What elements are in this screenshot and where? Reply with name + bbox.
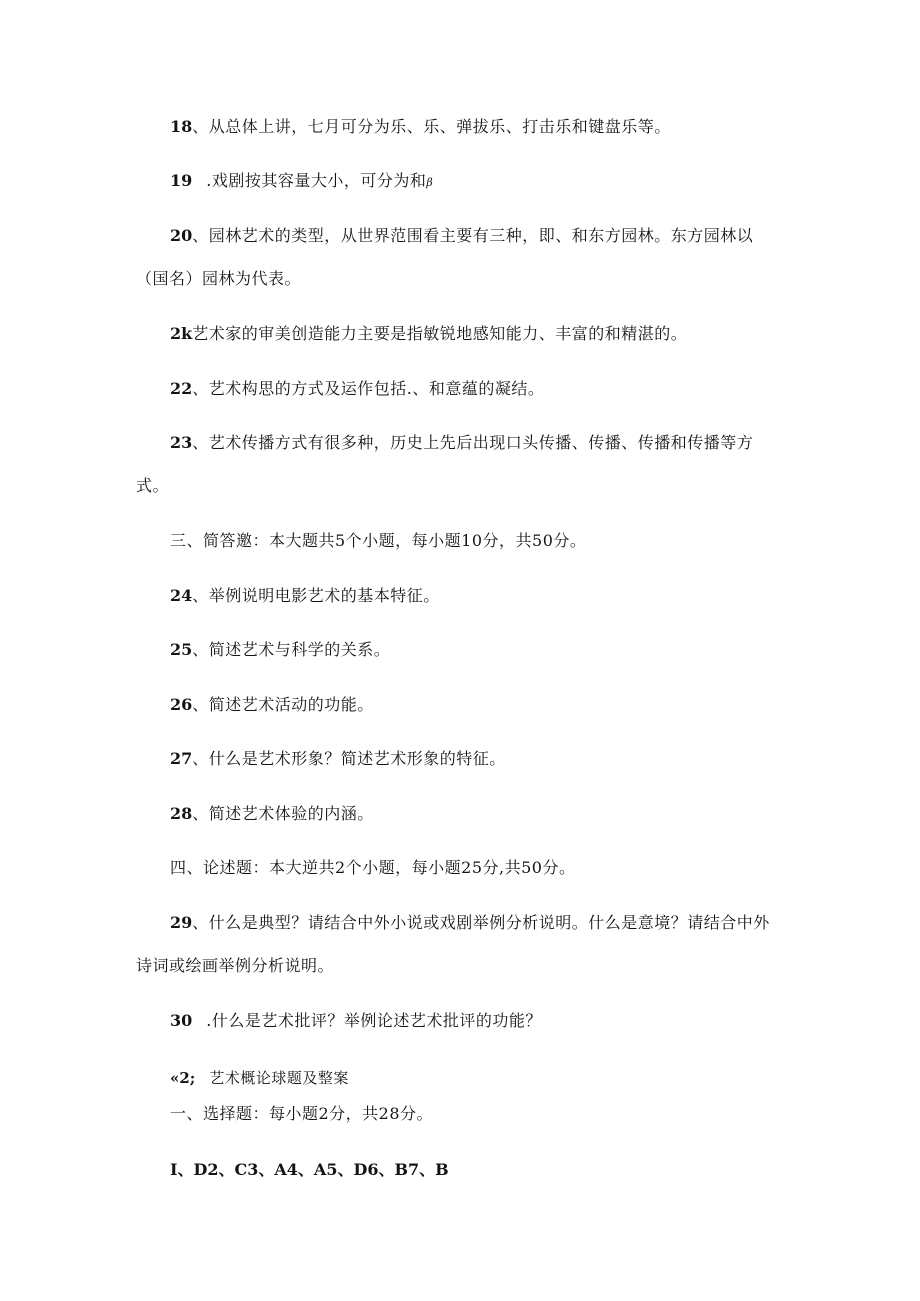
question-number: 19 [170,171,193,190]
answer-key-title [170,1068,349,1088]
question-28 [170,804,374,824]
question-21 [170,324,687,344]
question-number: 25 [170,640,193,659]
question-text: 式。 [136,476,170,495]
question-text: 、什么是艺术形象？简述艺术形象的特征。 [192,749,506,768]
question-19 [170,171,433,193]
question-text: .什么是艺术批评？举例论述艺术批评的功能？ [206,1011,542,1030]
section-essay-heading [170,858,576,878]
question-text: .戏剧按其容量大小，可分为和 [206,171,427,190]
question-number: 30 [170,1011,193,1030]
question-26 [170,695,374,715]
section-short-answer-heading [170,531,586,551]
question-text: 、什么是典型？请结合中外小说或戏剧举例分析说明。什么是意境？请结合中外 [192,913,770,932]
question-number: 29 [170,913,193,932]
question-number: 2k [170,324,193,343]
answer-key-heading: 艺术概论球题及整案 [209,1069,349,1087]
question-number: 28 [170,804,193,823]
question-text: 、简述艺术与科学的关系。 [192,640,391,659]
question-27 [170,749,506,769]
question-text: 、简述艺术体验的内涵。 [192,804,374,823]
question-24 [170,586,440,606]
question-text: 诗词或绘画举例分析说明。 [136,956,335,975]
stray-glyph: β [426,176,434,189]
question-text: 、简述艺术活动的功能。 [192,695,374,714]
question-25 [170,640,390,660]
answer-list: I、D2、C3、A4、A5、D6、B7、B [170,1160,449,1179]
question-text: 、从总体上讲，七月可分为乐、乐、弹拔乐、打击乐和键盘乐等。 [192,117,671,136]
question-29 [170,913,770,933]
question-18 [170,117,671,137]
question-number: 24 [170,586,193,605]
question-23 [170,433,753,453]
question-text: 、园林艺术的类型，从世界范围看主要有三种，即、和东方园林。东方园林以 [192,226,754,245]
question-number: 18 [170,117,193,136]
question-22 [170,379,544,399]
section-heading: 一、选择题：每小题2分，共28分。 [170,1104,434,1123]
question-number: 20 [170,226,193,245]
question-20-continued [136,269,301,289]
question-text: 、举例说明电影艺术的基本特征。 [192,586,440,605]
question-23-continued [136,476,169,496]
question-20 [170,226,753,246]
section-heading: 四、论述题：本大逆共2个小题，每小题25分,共50分。 [170,858,576,877]
answer-choices [170,1160,449,1180]
question-29-continued [136,956,334,976]
section-heading: 三、简答邀：本大题共5个小题，每小题10分，共50分。 [170,531,587,550]
question-text: 、艺术传播方式有很多种，历史上先后出现口头传播、传播、传播和传播等方 [192,433,754,452]
question-number: 26 [170,695,193,714]
question-number: 22 [170,379,193,398]
question-text: （国名）园林为代表。 [136,269,302,288]
answer-key-mark: «2; [170,1069,196,1087]
question-number: 27 [170,749,193,768]
question-text: 艺术家的审美创造能力主要是指敏锐地感知能力、丰富的和精湛的。 [192,324,688,343]
question-number: 23 [170,433,193,452]
question-text: 、艺术构思的方式及运作包括.、和意蕴的凝结。 [192,379,545,398]
answer-section-heading [170,1104,433,1124]
question-30 [170,1011,542,1031]
